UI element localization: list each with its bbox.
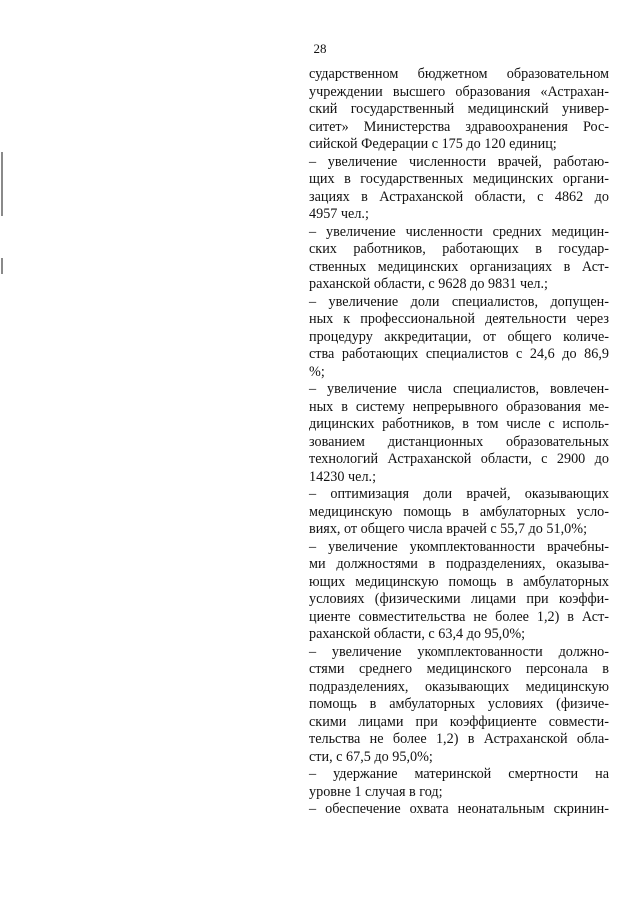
text-line: стями среднего медицинского персонала в — [309, 661, 609, 677]
text-line: ства работающих специалистов с 24,6 до 86,9 — [309, 346, 609, 362]
text-line: процедуру аккредитации, от общего количе- — [309, 328, 609, 345]
text-line: уровне 1 случая в год; — [309, 783, 443, 800]
text-line: – увеличение числа специалистов, вовлечен- — [309, 381, 609, 397]
text-line: ский государственный медицинский универ- — [309, 101, 609, 117]
text-line: раханской области, с 63,4 до 95,0%; — [309, 626, 526, 642]
text-line: виях, от общего числа врачей с 55,7 до 51,0%; — [309, 521, 588, 537]
text-line: ющих медицинскую помощь в амбулаторных — [309, 573, 609, 590]
text-line: циенте совместительства не более 1,2) в Аст- — [309, 608, 609, 625]
text-line: зованием дистанционных образовательных — [309, 433, 609, 450]
text-line: подразделениях, оказывающих медицинскую — [309, 678, 609, 695]
text-line: сти, с 67,5 до 95,0%; — [309, 748, 433, 765]
text-line: %; — [309, 363, 325, 380]
text-line: условиях (физическими лицами при коэффи- — [309, 591, 609, 607]
text-line: сударственном бюджетном образовательном — [309, 66, 609, 82]
text-line: скими лицами при коэффициенте совмести- — [309, 713, 609, 730]
text-line: технологий Астраханской области, с 2900 до — [309, 451, 609, 467]
text-line: дицинских работников, в том числе с исполь- — [309, 416, 609, 432]
text-line: раханской области, с 9628 до 9831 чел.; — [309, 276, 548, 292]
text-line: ситет» Министерства здравоохранения Рос- — [309, 118, 609, 135]
text-line: – увеличение доли специалистов, допущен- — [309, 293, 609, 310]
text-line: учреждении высшего образования «Астрахан- — [309, 83, 609, 100]
text-line: ских работников, работающих в государ- — [309, 241, 609, 257]
text-line: ных к профессиональной деятельности через — [309, 311, 609, 327]
text-line: – увеличение укомплектованности должно- — [309, 643, 609, 660]
text-line: медицинскую помощь в амбулаторных усло- — [309, 503, 609, 520]
text-line: ственных медицинских организациях в Аст- — [309, 258, 609, 275]
text-line: ных в систему непрерывного образования ме- — [309, 398, 609, 415]
text-line: – обеспечение охвата неонатальным скринин- — [309, 801, 609, 817]
text-line: – оптимизация доли врачей, оказывающих — [309, 486, 609, 502]
page-number: 28 — [313, 41, 327, 56]
text-line: 14230 чел.; — [309, 468, 377, 485]
scan-margin-mark — [1, 258, 3, 274]
text-line: – удержание материнской смертности на — [309, 766, 609, 782]
text-line: тельства не более 1,2) в Астраханской обла- — [309, 731, 609, 747]
text-line: ми должностями в подразделениях, оказыва- — [309, 556, 609, 572]
text-line: 4957 чел.; — [309, 206, 369, 222]
text-line: – увеличение численности средних медицин- — [309, 223, 609, 240]
text-line: зациях в Астраханской области, с 4862 до — [309, 188, 609, 205]
text-line: щих в государственных медицинских органи- — [309, 171, 609, 187]
text-line: – увеличение укомплектованности врачебны- — [309, 538, 609, 555]
text-line: помощь в амбулаторных условиях (физиче- — [309, 696, 609, 712]
text-line: сийской Федерации с 175 до 120 единиц; — [309, 136, 557, 152]
document-text-column — [309, 66, 609, 819]
text-line: – увеличение численности врачей, работаю- — [309, 153, 609, 170]
scan-margin-mark — [1, 152, 3, 216]
